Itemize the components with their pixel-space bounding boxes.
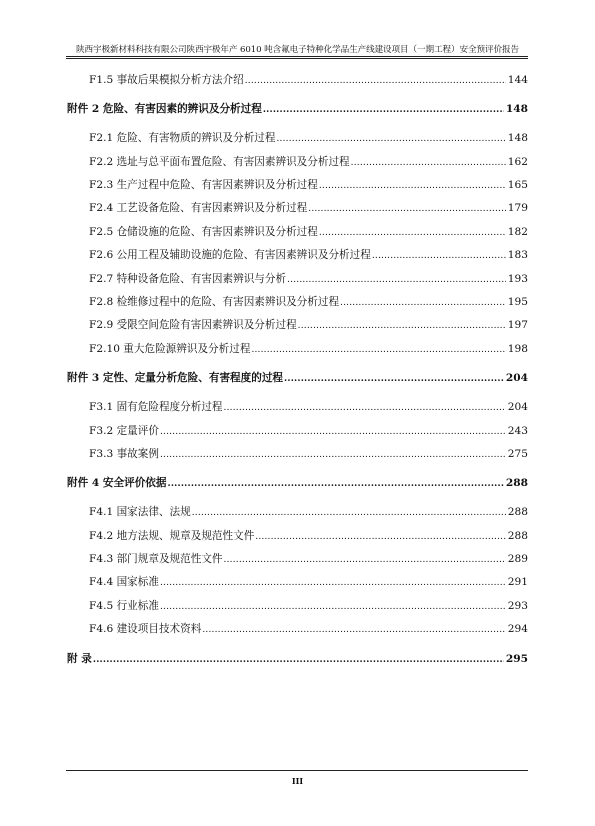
toc-dot-leader (319, 225, 506, 240)
toc-entry-page: 243 (507, 425, 528, 437)
toc-entry-page: 183 (507, 249, 528, 261)
toc-entry-label: F3.2 定量评价 (89, 425, 159, 437)
toc-entry-21[interactable] (89, 575, 528, 589)
toc-entry-label: F2.7 特种设备危险、有害因素辨识与分析 (89, 273, 287, 285)
toc-entry-label: F4.2 地方法规、规章及规范性文件 (89, 530, 255, 542)
toc-dot-leader (372, 248, 506, 263)
toc-entry-6[interactable] (89, 201, 528, 215)
toc-dot-leader (276, 131, 505, 146)
toc-entry-page: 291 (507, 576, 528, 588)
toc-entry-page: 148 (507, 132, 528, 144)
toc-entry-19[interactable] (89, 529, 528, 543)
toc-dot-leader (168, 476, 504, 491)
toc-entry-page: 293 (507, 600, 528, 612)
toc-dot-leader (160, 575, 506, 590)
toc-entry-page: 179 (507, 202, 528, 214)
toc-entry-page: 148 (505, 103, 528, 115)
toc-entry-page: 197 (507, 319, 528, 331)
toc-dot-leader (224, 400, 506, 415)
toc-dot-leader (251, 342, 505, 357)
toc-entry-16[interactable] (89, 447, 528, 461)
toc-entry-page: 204 (507, 401, 528, 413)
toc-entry-label: F4.4 国家标准 (89, 576, 159, 588)
toc-dot-leader (160, 424, 506, 439)
toc-entry-label: F2.10 重大危险源辨识及分析过程 (89, 343, 251, 355)
toc-dot-leader (160, 599, 506, 614)
page-number: III (291, 776, 304, 786)
toc-entry-10[interactable] (89, 295, 528, 309)
footer-rule (66, 770, 528, 771)
toc-entry-label: 附件 3 定性、定量分析危险、有害程度的过程 (67, 372, 284, 384)
toc-entry-1[interactable] (89, 73, 528, 87)
toc-entry-11[interactable] (89, 318, 528, 332)
toc-entry-label: F4.5 行业标准 (89, 600, 159, 612)
toc-entry-18[interactable] (89, 505, 528, 519)
toc-dot-leader (284, 371, 504, 386)
toc-entry-page: 162 (507, 156, 528, 168)
toc-entry-22[interactable] (89, 599, 528, 613)
toc-entry-label: 附 录 (67, 653, 92, 665)
toc-entry-4[interactable] (89, 155, 528, 169)
toc-entry-page: 288 (507, 530, 528, 542)
toc-entry-9[interactable] (89, 272, 528, 286)
toc-entry-label: F2.3 生产过程中危险、有害因素辨识及分析过程 (89, 179, 318, 191)
toc-entry-page: 195 (507, 296, 528, 308)
toc-entry-page: 295 (505, 653, 528, 665)
toc-entry-page: 294 (507, 623, 528, 635)
toc-entry-label: F2.1 危险、有害物质的辨识及分析过程 (89, 132, 276, 144)
toc-entry-page: 182 (507, 226, 528, 238)
toc-dot-leader (160, 447, 506, 462)
toc-entry-label: 附件 2 危险、有害因素的辨识及分析过程 (67, 103, 262, 115)
toc-entry-12[interactable] (89, 342, 528, 356)
toc-entry-page: 275 (507, 448, 528, 460)
toc-entry-label: F4.3 部门规章及规范性文件 (89, 553, 223, 565)
toc-entry-label: F2.9 受限空间危险有害因素辨识及分析过程 (89, 319, 297, 331)
toc-entry-15[interactable] (89, 424, 528, 438)
toc-entry-label: F2.4 工艺设备危险、有害因素辨识及分析过程 (89, 202, 308, 214)
toc-entry-7[interactable] (89, 225, 528, 239)
toc-entry-5[interactable] (89, 178, 528, 192)
toc-entry-label: 附件 4 安全评价依据 (67, 477, 167, 489)
toc-dot-leader (340, 295, 506, 310)
report-title: 陕西宇极新材料科技有限公司陕西宇极年产 6010 吨含氟电子特种化学品生产线建设项目（一期工程）安全预评价报告 (76, 45, 519, 55)
toc-entry-2[interactable] (67, 102, 528, 116)
toc-entry-label: F2.8 检维修过程中的危险、有害因素辨识及分析过程 (89, 296, 340, 308)
toc-entry-label: F3.1 固有危险程度分析过程 (89, 401, 223, 413)
toc-entry-17[interactable] (67, 476, 528, 490)
toc-dot-leader (93, 652, 504, 667)
toc-dot-leader (287, 272, 506, 287)
toc-dot-leader (224, 552, 506, 567)
toc-dot-leader (351, 155, 506, 170)
toc-dot-leader (255, 529, 505, 544)
toc-entry-20[interactable] (89, 552, 528, 566)
toc-entry-label: F2.2 选址与总平面布置危险、有害因素辨识及分析过程 (89, 156, 350, 168)
toc-entry-page: 288 (507, 506, 528, 518)
toc-entry-page: 165 (507, 179, 528, 191)
toc-entry-3[interactable] (89, 131, 528, 145)
toc-dot-leader (319, 178, 506, 193)
toc-entry-label: F2.5 仓储设施的危险、有害因素辨识及分析过程 (89, 226, 318, 238)
toc-entry-page: 288 (505, 477, 528, 489)
toc-dot-leader (263, 102, 504, 117)
toc-entry-14[interactable] (89, 400, 528, 414)
toc-entry-23[interactable] (89, 622, 528, 636)
toc-entry-label: F1.5 事故后果模拟分析方法介绍 (89, 74, 244, 86)
toc-entry-label: F3.3 事故案例 (89, 448, 159, 460)
toc-dot-leader (298, 318, 506, 333)
toc-entry-13[interactable] (67, 371, 528, 385)
toc-dot-leader (192, 505, 506, 520)
toc-entry-label: F2.6 公用工程及辅助设施的危险、有害因素辨识及分析过程 (89, 249, 371, 261)
toc-dot-leader (308, 201, 506, 216)
toc-dot-leader (202, 622, 505, 637)
toc-entry-8[interactable] (89, 248, 528, 262)
toc-entry-24[interactable] (67, 652, 528, 666)
toc-entry-page: 204 (505, 372, 528, 384)
toc-entry-page: 193 (507, 273, 528, 285)
toc-dot-leader (245, 73, 506, 88)
toc-entry-page: 144 (507, 74, 528, 86)
toc-entry-page: 198 (507, 343, 528, 355)
toc-entry-page: 289 (507, 553, 528, 565)
toc-entry-label: F4.1 国家法律、法规 (89, 506, 191, 518)
toc-entry-label: F4.6 建设项目技术资料 (89, 623, 202, 635)
